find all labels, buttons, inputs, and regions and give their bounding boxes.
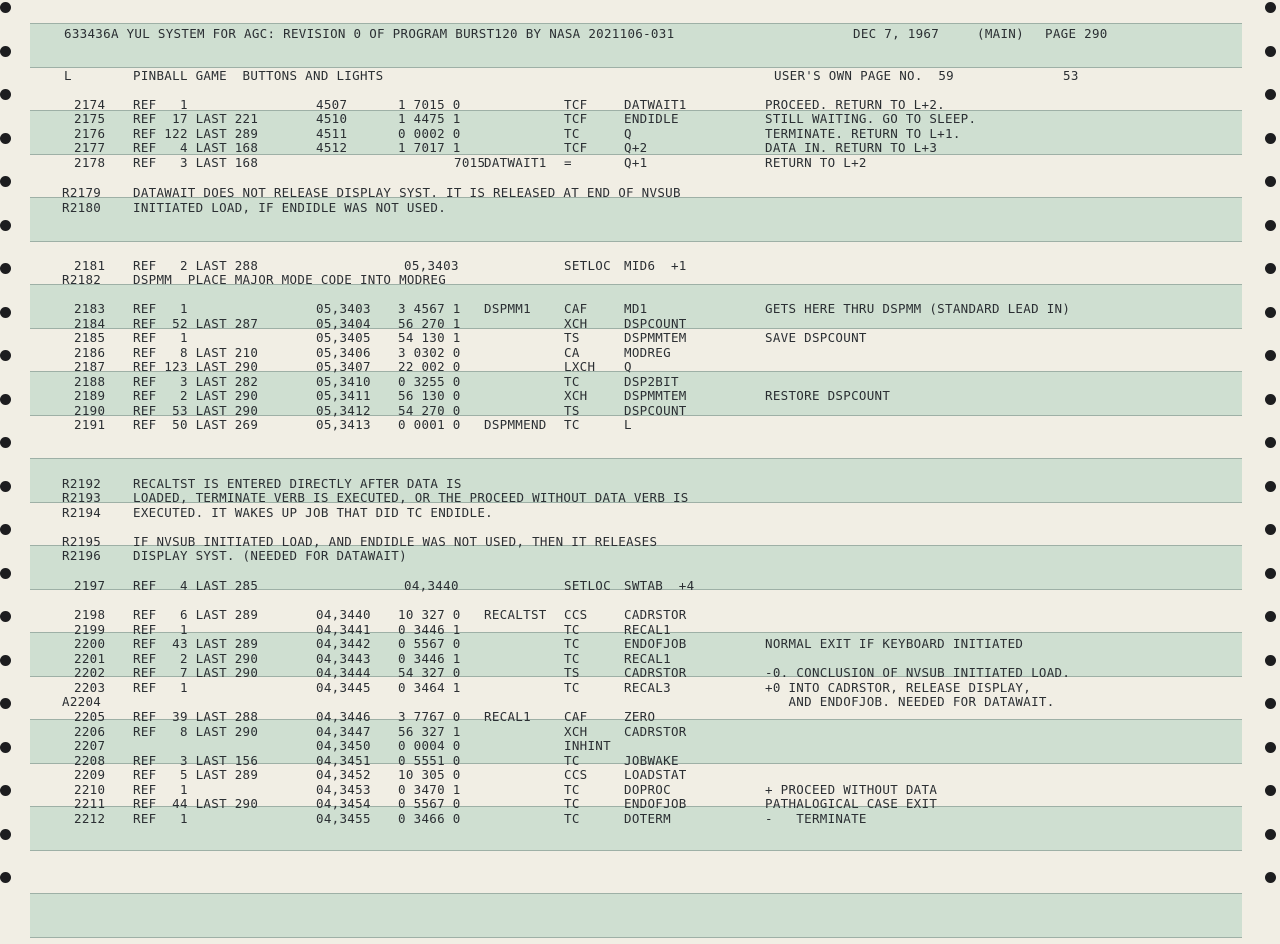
comment: GETS HERE THRU DSPMM (STANDARD LEAD IN) [765, 301, 1071, 316]
comment: - TERMINATE [765, 811, 867, 826]
operand: CADRSTOR [624, 724, 687, 739]
feed-hole [0, 176, 11, 187]
cross-reference: REF 4 LAST 285 [133, 578, 259, 593]
address: 05,3404 [316, 316, 371, 331]
symbol-label: RECALTST [484, 607, 547, 622]
opcode: XCH [564, 316, 588, 331]
band-rule [30, 937, 1242, 938]
line-number: R2196 [62, 548, 102, 563]
opcode: CCS [564, 607, 588, 622]
feed-hole [1265, 742, 1276, 753]
feed-hole [0, 307, 11, 318]
line-number: 2190 [74, 403, 106, 418]
feed-hole [0, 263, 11, 274]
cross-reference: REF 5 LAST 289 [133, 767, 259, 782]
cross-reference: REF 44 LAST 290 [133, 796, 259, 811]
cross-reference: REF 6 LAST 289 [133, 607, 259, 622]
address: 04,3453 [316, 782, 371, 797]
line-number: 2201 [74, 651, 106, 666]
line-number: R2192 [62, 476, 102, 491]
line-number: 2183 [74, 301, 106, 316]
comment: PROCEED. RETURN TO L+2. [765, 97, 945, 112]
page-number: PAGE 290 [1045, 26, 1108, 41]
feed-hole [0, 698, 11, 709]
octal-word: 05,3403 [404, 258, 459, 273]
address: 05,3405 [316, 330, 371, 345]
line-number: 2188 [74, 374, 106, 389]
feed-hole [1265, 611, 1276, 622]
octal-word: 10 305 0 [398, 767, 461, 782]
comment: -0. CONCLUSION OF NVSUB INITIATED LOAD. [765, 665, 1071, 680]
cross-reference: REF 53 LAST 290 [133, 403, 259, 418]
operand: MID6 +1 [624, 258, 687, 273]
operand: Q [624, 359, 632, 374]
cross-reference: REF 8 LAST 210 [133, 345, 259, 360]
octal-word: 0 5567 0 [398, 636, 461, 651]
line-number: 2208 [74, 753, 106, 768]
cross-reference: REF 17 LAST 221 [133, 111, 259, 126]
log-section: L [64, 68, 72, 83]
address: 04,3455 [316, 811, 371, 826]
main-label: (MAIN) [977, 26, 1024, 41]
opcode: TCF [564, 140, 588, 155]
band-rule [30, 23, 1242, 24]
remark-text: DATAWAIT DOES NOT RELEASE DISPLAY SYST. IT IS RELEASED AT END OF NVSUB [133, 185, 681, 200]
octal-word: 0 5567 0 [398, 796, 461, 811]
octal-word: 0 0001 0 [398, 417, 461, 432]
feed-hole [1265, 655, 1276, 666]
cross-reference: REF 39 LAST 288 [133, 709, 259, 724]
feed-hole [0, 611, 11, 622]
feed-hole [0, 829, 11, 840]
address: 05,3403 [316, 301, 371, 316]
feed-hole [0, 481, 11, 492]
line-number: 2197 [74, 578, 106, 593]
operand: ZERO [624, 709, 656, 724]
section-title: PINBALL GAME BUTTONS AND LIGHTS [133, 68, 384, 83]
address: 04,3454 [316, 796, 371, 811]
octal-word: 54 327 0 [398, 665, 461, 680]
cross-reference: REF 8 LAST 290 [133, 724, 259, 739]
operand: DSP2BIT [624, 374, 679, 389]
opcode: TC [564, 374, 580, 389]
cross-reference: REF 1 [133, 330, 188, 345]
line-number: A2204 [62, 694, 102, 709]
subheader-line [0, 68, 1079, 83]
feed-hole [0, 568, 11, 579]
address: 05,3406 [316, 345, 371, 360]
opcode: TC [564, 753, 580, 768]
line-number: 2210 [74, 782, 106, 797]
feed-hole [0, 437, 11, 448]
octal-word: 1 7015 0 [398, 97, 461, 112]
line-number: 2206 [74, 724, 106, 739]
operand: CADRSTOR [624, 665, 687, 680]
print-date: DEC 7, 1967 [853, 26, 940, 41]
cross-reference: REF 52 LAST 287 [133, 316, 259, 331]
address: 05,3411 [316, 388, 371, 403]
address: 05,3410 [316, 374, 371, 389]
line-number: 2175 [74, 111, 106, 126]
feed-hole [1265, 263, 1276, 274]
opcode: TC [564, 782, 580, 797]
remark-text: EXECUTED. IT WAKES UP JOB THAT DID TC ENDIDLE. [133, 505, 493, 520]
octal-word: 56 270 1 [398, 316, 461, 331]
line-number: 2203 [74, 680, 106, 695]
line-number: 2185 [74, 330, 106, 345]
operand: DSPCOUNT [624, 316, 687, 331]
remark-text: LOADED, TERMINATE VERB IS EXECUTED, OR THE PROCEED WITHOUT DATA VERB IS [133, 490, 689, 505]
feed-hole [0, 655, 11, 666]
line-number: 2174 [74, 97, 106, 112]
feed-hole [1265, 394, 1276, 405]
feed-hole [1265, 568, 1276, 579]
comment: STILL WAITING. GO TO SLEEP. [765, 111, 977, 126]
greenbar-band [30, 893, 1242, 937]
comment: RETURN TO L+2 [765, 155, 867, 170]
octal-word: 1 4475 1 [398, 111, 461, 126]
address: 04,3443 [316, 651, 371, 666]
feed-hole [1265, 785, 1276, 796]
opcode: LXCH [564, 359, 596, 374]
line-number: 2209 [74, 767, 106, 782]
comment: RESTORE DSPCOUNT [765, 388, 891, 403]
address: 04,3452 [316, 767, 371, 782]
feed-hole [0, 524, 11, 535]
feed-hole [0, 2, 11, 13]
address: 04,3445 [316, 680, 371, 695]
symbol-label: DATWAIT1 [484, 155, 547, 170]
octal-word: 56 130 0 [398, 388, 461, 403]
line-number: R2179 [62, 185, 102, 200]
comment: PATHALOGICAL CASE EXIT [765, 796, 938, 811]
remark-text: INITIATED LOAD, IF ENDIDLE WAS NOT USED. [133, 200, 447, 215]
feed-hole [1265, 350, 1276, 361]
line-number: 2184 [74, 316, 106, 331]
operand: DOTERM [624, 811, 671, 826]
cross-reference: REF 2 LAST 288 [133, 258, 259, 273]
feed-hole [1265, 481, 1276, 492]
address: 05,3412 [316, 403, 371, 418]
opcode: = [564, 155, 572, 170]
feed-hole [0, 394, 11, 405]
comment: + PROCEED WITHOUT DATA [765, 782, 938, 797]
operand: DOPROC [624, 782, 671, 797]
line-number: 2198 [74, 607, 106, 622]
octal-word: 0 0002 0 [398, 126, 461, 141]
line-number: 2202 [74, 665, 106, 680]
octal-word: 0 0004 0 [398, 738, 461, 753]
feed-hole [1265, 220, 1276, 231]
address: 04,3447 [316, 724, 371, 739]
address: 4511 [316, 126, 348, 141]
cross-reference: REF 1 [133, 782, 188, 797]
system-line: 633436A YUL SYSTEM FOR AGC: REVISION 0 OF PROGRAM BURST120 BY NASA 2021106-031 [64, 26, 675, 41]
octal-word: 0 3255 0 [398, 374, 461, 389]
cross-reference: REF 50 LAST 269 [133, 417, 259, 432]
user-page: USER'S OWN PAGE NO. 59 [774, 68, 954, 83]
operand: RECAL1 [624, 651, 671, 666]
line-number: 2187 [74, 359, 106, 374]
line-number: 2186 [74, 345, 106, 360]
feed-hole [1265, 698, 1276, 709]
comment: DATA IN. RETURN TO L+3 [765, 140, 938, 155]
line-number: 2211 [74, 796, 106, 811]
octal-word: 7015 [454, 155, 486, 170]
band-rule [30, 458, 1242, 459]
line-number: 2176 [74, 126, 106, 141]
opcode: TS [564, 665, 580, 680]
operand: RECAL3 [624, 680, 671, 695]
operand: MD1 [624, 301, 648, 316]
address: 4507 [316, 97, 348, 112]
octal-word: 54 130 1 [398, 330, 461, 345]
line-number: 2191 [74, 417, 106, 432]
opcode: CCS [564, 767, 588, 782]
feed-hole [1265, 2, 1276, 13]
opcode: TC [564, 811, 580, 826]
cross-reference: REF 4 LAST 168 [133, 140, 259, 155]
cross-reference: REF 7 LAST 290 [133, 665, 259, 680]
line-number: 2181 [74, 258, 106, 273]
opcode: TC [564, 636, 580, 651]
opcode: TC [564, 796, 580, 811]
cross-reference: REF 43 LAST 289 [133, 636, 259, 651]
tractor-feed-holes-right [1250, 0, 1280, 944]
feed-hole [1265, 89, 1276, 100]
opcode: CAF [564, 301, 588, 316]
address: 05,3407 [316, 359, 371, 374]
feed-hole [1265, 437, 1276, 448]
operand: Q+2 [624, 140, 648, 155]
opcode: XCH [564, 724, 588, 739]
comment: TERMINATE. RETURN TO L+1. [765, 126, 961, 141]
opcode: TC [564, 680, 580, 695]
operand: SWTAB +4 [624, 578, 695, 593]
address: 05,3413 [316, 417, 371, 432]
operand: MODREG [624, 345, 671, 360]
operand: ENDOFJOB [624, 796, 687, 811]
cross-reference: REF 123 LAST 290 [133, 359, 259, 374]
octal-word: 56 327 1 [398, 724, 461, 739]
opcode: TCF [564, 97, 588, 112]
cross-reference: REF 1 [133, 97, 188, 112]
address: 04,3446 [316, 709, 371, 724]
opcode: XCH [564, 388, 588, 403]
line-number: R2193 [62, 490, 102, 505]
operand: DATWAIT1 [624, 97, 687, 112]
operand: CADRSTOR [624, 607, 687, 622]
cross-reference: REF 2 LAST 290 [133, 388, 259, 403]
line-number: 2205 [74, 709, 106, 724]
line-number: R2194 [62, 505, 102, 520]
opcode: SETLOC [564, 258, 611, 273]
octal-word: 0 3466 0 [398, 811, 461, 826]
band-rule [30, 241, 1242, 242]
header-line [0, 26, 1108, 41]
comment: SAVE DSPCOUNT [765, 330, 867, 345]
operand: DSPMMTEM [624, 388, 687, 403]
feed-hole [0, 350, 11, 361]
octal-word: 0 3446 1 [398, 622, 461, 637]
line-number: 2200 [74, 636, 106, 651]
comment: AND ENDOFJOB. NEEDED FOR DATAWAIT. [765, 694, 1055, 709]
octal-word: 10 327 0 [398, 607, 461, 622]
feed-hole [1265, 829, 1276, 840]
remark-text: IF NVSUB INITIATED LOAD, AND ENDIDLE WAS NOT USED, THEN IT RELEASES [133, 534, 658, 549]
line-number: R2195 [62, 534, 102, 549]
address: 4512 [316, 140, 348, 155]
octal-word: 3 0302 0 [398, 345, 461, 360]
line-number: 2189 [74, 388, 106, 403]
cross-reference: REF 1 [133, 680, 188, 695]
opcode: SETLOC [564, 578, 611, 593]
cross-reference: REF 3 LAST 168 [133, 155, 259, 170]
opcode: CAF [564, 709, 588, 724]
operand: Q [624, 126, 632, 141]
opcode: TC [564, 651, 580, 666]
feed-hole [1265, 307, 1276, 318]
feed-hole [1265, 46, 1276, 57]
cross-reference: REF 1 [133, 811, 188, 826]
operand: RECAL1 [624, 622, 671, 637]
octal-word: 04,3440 [404, 578, 459, 593]
octal-word: 3 7767 0 [398, 709, 461, 724]
cross-reference: REF 122 LAST 289 [133, 126, 259, 141]
remark-text: RECALTST IS ENTERED DIRECTLY AFTER DATA IS [133, 476, 462, 491]
line-number: 2207 [74, 738, 106, 753]
cross-reference: REF 3 LAST 282 [133, 374, 259, 389]
operand: DSPMMTEM [624, 330, 687, 345]
symbol-label: DSPMM1 [484, 301, 531, 316]
comment: +0 INTO CADRSTOR, RELEASE DISPLAY, [765, 680, 1032, 695]
feed-hole [0, 872, 11, 883]
symbol-label: RECAL1 [484, 709, 531, 724]
sheet-code: 53 [1063, 68, 1079, 83]
opcode: TC [564, 622, 580, 637]
address: 04,3442 [316, 636, 371, 651]
feed-hole [1265, 524, 1276, 535]
octal-word: 0 3464 1 [398, 680, 461, 695]
comment: NORMAL EXIT IF KEYBOARD INITIATED [765, 636, 1024, 651]
cross-reference: REF 3 LAST 156 [133, 753, 259, 768]
octal-word: 0 3446 1 [398, 651, 461, 666]
opcode: TS [564, 403, 580, 418]
feed-hole [0, 785, 11, 796]
cross-reference: REF 2 LAST 290 [133, 651, 259, 666]
operand: ENDOFJOB [624, 636, 687, 651]
opcode: TS [564, 330, 580, 345]
opcode: TCF [564, 111, 588, 126]
feed-hole [0, 742, 11, 753]
address: 04,3441 [316, 622, 371, 637]
feed-hole [1265, 133, 1276, 144]
line-number: R2180 [62, 200, 102, 215]
operand: Q+1 [624, 155, 648, 170]
opcode: INHINT [564, 738, 611, 753]
line-number: 2199 [74, 622, 106, 637]
line-number: R2182 [62, 272, 102, 287]
octal-word: 54 270 0 [398, 403, 461, 418]
operand: ENDIDLE [624, 111, 679, 126]
operand: DSPCOUNT [624, 403, 687, 418]
address: 04,3440 [316, 607, 371, 622]
line-number: 2212 [74, 811, 106, 826]
opcode: CA [564, 345, 580, 360]
cross-reference: REF 1 [133, 622, 188, 637]
octal-word: 22 002 0 [398, 359, 461, 374]
octal-word: 3 4567 1 [398, 301, 461, 316]
feed-hole [1265, 176, 1276, 187]
band-rule [30, 893, 1242, 894]
octal-word: 0 5551 0 [398, 753, 461, 768]
feed-hole [0, 220, 11, 231]
band-rule [30, 850, 1242, 851]
opcode: TC [564, 417, 580, 432]
operand: JOBWAKE [624, 753, 679, 768]
address: 04,3444 [316, 665, 371, 680]
remark-text: DISPLAY SYST. (NEEDED FOR DATAWAIT) [133, 548, 407, 563]
address: 04,3451 [316, 753, 371, 768]
remark-text: DSPMM PLACE MAJOR MODE CODE INTO MODREG [133, 272, 447, 287]
cross-reference: REF 1 [133, 301, 188, 316]
address: 4510 [316, 111, 348, 126]
symbol-label: DSPMMEND [484, 417, 547, 432]
opcode: TC [564, 126, 580, 141]
line-number: 2178 [74, 155, 106, 170]
operand: LOADSTAT [624, 767, 687, 782]
line-number: 2177 [74, 140, 106, 155]
octal-word: 0 3470 1 [398, 782, 461, 797]
feed-hole [1265, 872, 1276, 883]
address: 04,3450 [316, 738, 371, 753]
operand: L [624, 417, 632, 432]
octal-word: 1 7017 1 [398, 140, 461, 155]
